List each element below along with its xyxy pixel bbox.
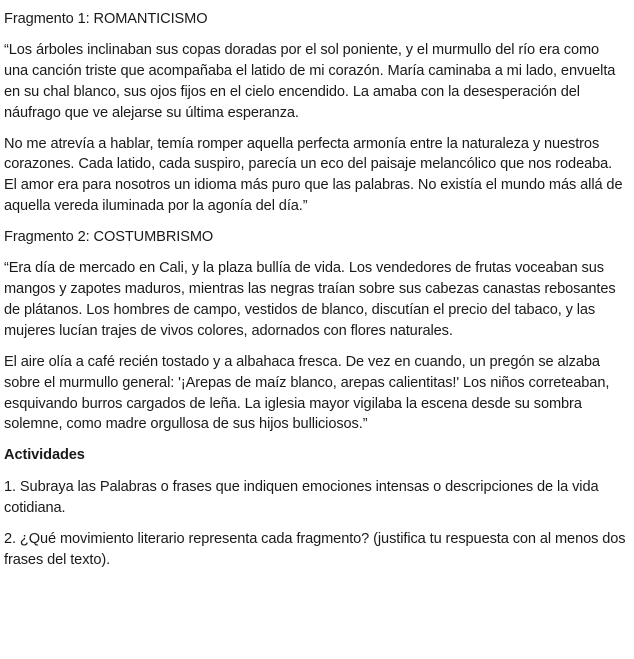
fragment-2-paragraph-1: “Era día de mercado en Cali, y la plaza bullía de vida. Los vendedores de frutas voceaban sus mangos y zapotes maduros, mientras las negras traían sobre sus cabezas canastas rebosantes de plátanos. Los hombres de campo, vestidos de blanco, discutían el precio del tabaco, y las mujeres lucían trajes de vivos colores, adornados con flores naturales.: [4, 260, 616, 339]
fragment-1-paragraph-2: No me atrevía a hablar, temía romper aquella perfecta armonía entre la naturaleza y nuestros corazones. Cada latido, cada suspiro, parecía un eco del paisaje melancólico que nos rodeaba. El amor era para nosotros un idioma más puro que las palabras. No existía el mundo más allá de aquella vereda iluminada por la agonía del día.”: [4, 135, 623, 215]
activity-item-1: 1. Subraya las Palabras o frases que indiquen emociones intensas o descripciones de la vida cotidiana.: [4, 479, 599, 517]
activity-item-2: 2. ¿Qué movimiento literario representa cada fragmento? (justifica tu respuesta con al menos dos frases del texto).: [4, 531, 626, 568]
fragment-2-title: Fragmento 2: COSTUMBRISMO: [4, 229, 214, 246]
activities-title: Actividades: [4, 447, 85, 464]
fragment-1-paragraph-1: “Los árboles inclinaban sus copas doradas por el sol poniente, y el murmullo del río era como una canción triste que acompañaba el latido de mi corazón. María caminaba a mi lado, envuelta en su chal blanco, sus ojos fijos en el cielo encendido. La amaba con la desesperación del náufrago que ve alejarse su última esperanza.: [4, 41, 616, 121]
fragment-1-title: Fragmento 1: ROMANTICISMO: [4, 11, 208, 27]
fragment-2-paragraph-2: El aire olía a café recién tostado y a albahaca fresca. De vez en cuando, un pregón se alzaba sobre el murmullo general: '¡Arepas de maíz blanco, arepas calientitas!' Los niños correteaban, esquivando burros cargados de leña. La iglesia mayor vigilaba la escena desde su sombra solemne, como madre orgullosa de sus hijos bulliciosos.”: [4, 353, 610, 433]
